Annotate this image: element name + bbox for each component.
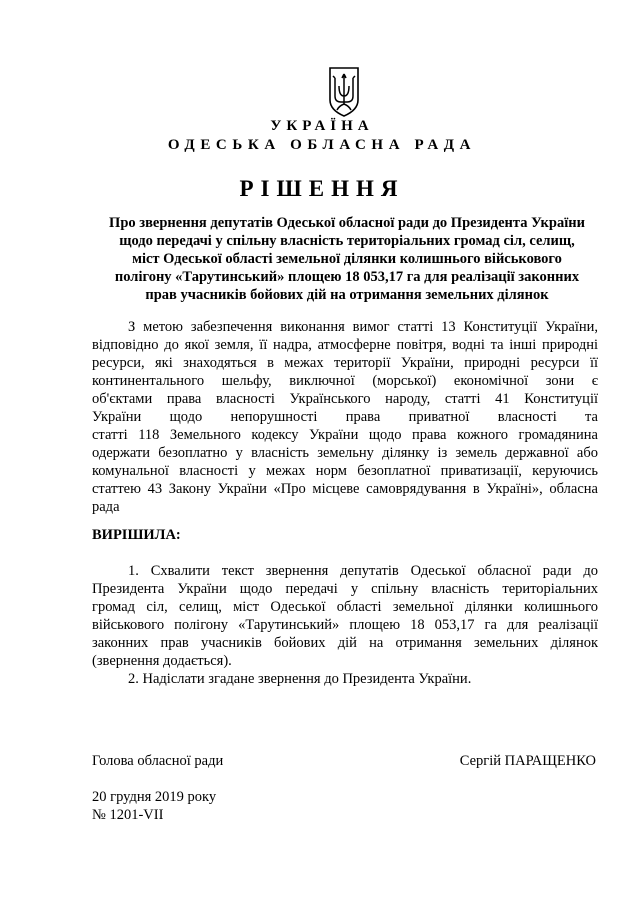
preamble-line: об'єктами права власності Українського народу, статті 41 Конституції xyxy=(92,391,598,407)
preamble-line: комунальної власності у межах норм безоплатної приватизації, керуючись xyxy=(92,463,598,479)
preamble-line: З метою забезпечення виконання вимог статті 13 Конституції України, xyxy=(128,319,598,335)
item-1-line: громад сіл, селищ, міст Одеської області земельної ділянки колишнього xyxy=(92,599,598,615)
item-1-line: Президента України щодо передачі у спільну власність територіальних xyxy=(92,581,598,597)
decision-date: 20 грудня 2019 року xyxy=(92,789,217,805)
subject-line: полігону «Тарутинський» площею 18 053,17 га для реалізації законних xyxy=(114,269,580,285)
preamble-line: континентального шельфу, виключної (морської) економічної зони є xyxy=(92,373,598,389)
decision-number: № 1201-VII xyxy=(92,807,164,823)
decided-label: ВИРІШИЛА: xyxy=(92,527,181,543)
preamble-line: відповідно до якої земля, її надра, атмосферне повітря, водні та інші природні xyxy=(92,337,598,353)
subject-line: щодо передачі у спільну власність територіальних громад сіл, селищ, xyxy=(119,233,575,249)
subject-line: прав учасників бойових дій на отримання земельних ділянок xyxy=(145,287,549,303)
country-heading: УКРАЇНА xyxy=(270,118,374,134)
preamble-line: ресурси, які знаходяться в межах території України, природні ресурси її xyxy=(92,355,598,371)
item-1-line: 1. Схвалити текст звернення депутатів Одеської обласної ради до xyxy=(128,563,598,579)
document-type-heading: РІШЕННЯ xyxy=(239,176,405,201)
decision-items xyxy=(92,562,598,688)
preamble-line: рада xyxy=(92,499,120,515)
item-2-line: 2. Надіслати згадане звернення до Президента України. xyxy=(128,671,472,687)
decision-subject xyxy=(92,214,602,304)
preamble-line: України щодо непорушності права приватної власності та xyxy=(92,409,598,425)
preamble-line: одержати безоплатно у власність земельну ділянку із земель державної або xyxy=(92,445,598,461)
subject-line: Про звернення депутатів Одеської обласної ради до Президента України xyxy=(109,215,585,231)
item-1-line: (звернення додається). xyxy=(92,653,232,669)
signatory-title: Голова обласної ради xyxy=(92,753,224,769)
trident-coat-of-arms-icon xyxy=(327,66,361,118)
council-heading: ОДЕСЬКА ОБЛАСНА РАДА xyxy=(167,137,477,153)
signatory-name: Сергій ПАРАЩЕНКО xyxy=(459,753,596,769)
preamble-paragraph xyxy=(92,318,598,516)
item-1-line: законних прав учасників бойових дій на отримання земельних ділянок xyxy=(92,635,598,651)
subject-line: міст Одеської області земельної ділянки колишнього військового xyxy=(132,251,562,267)
item-1-line: військового полігону «Тарутинський» площею 18 053,17 га для реалізації xyxy=(92,617,598,633)
preamble-line: статті 118 Земельного кодексу України щодо права кожного громадянина xyxy=(92,427,598,443)
preamble-line: статтею 43 Закону України «Про місцеве самоврядування в Україні», обласна xyxy=(92,481,598,497)
